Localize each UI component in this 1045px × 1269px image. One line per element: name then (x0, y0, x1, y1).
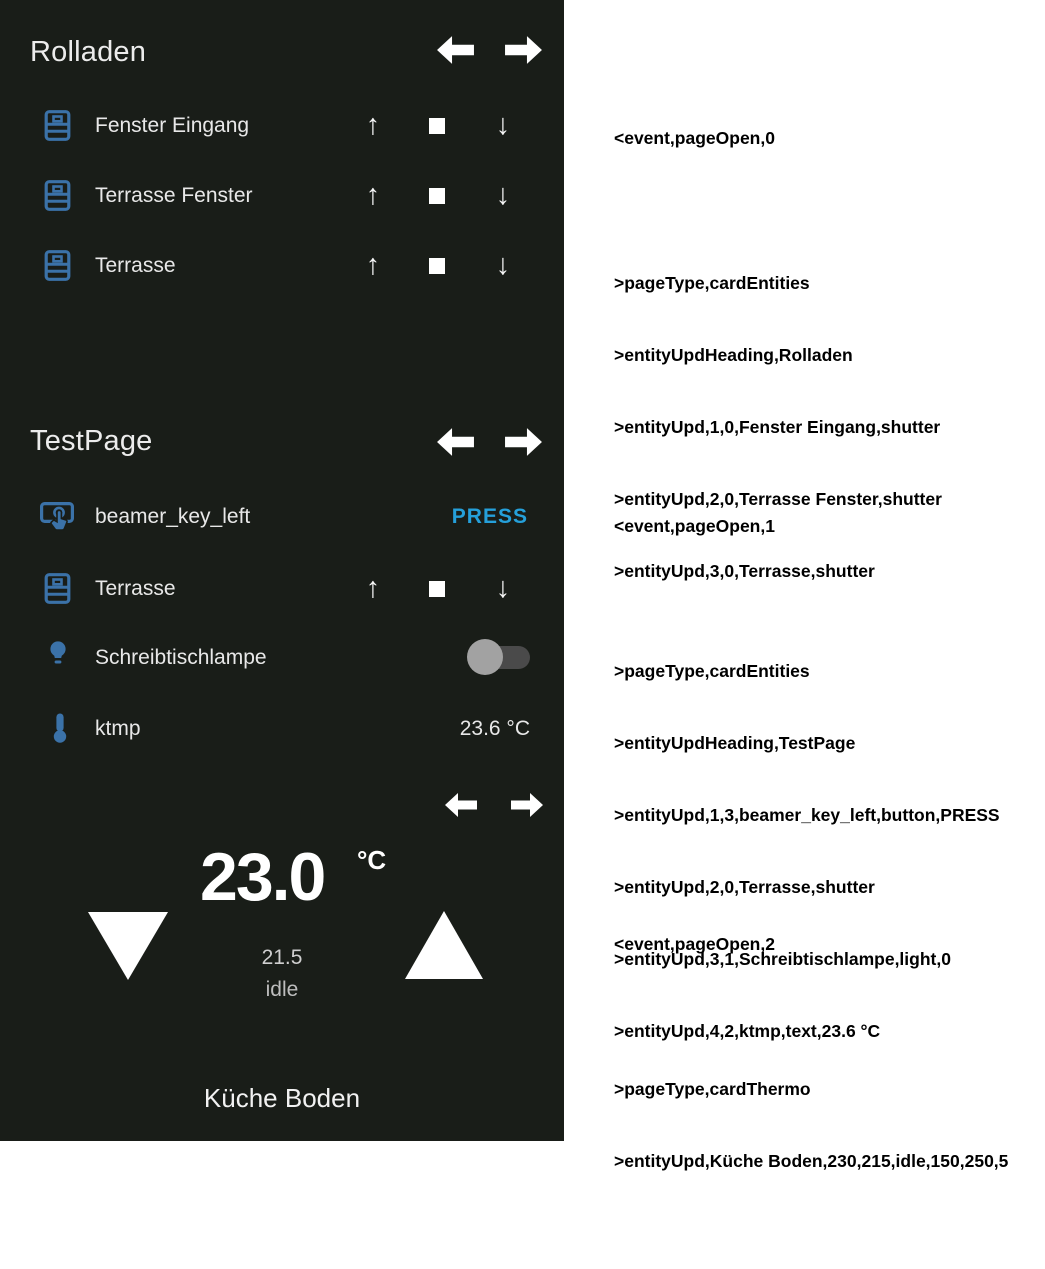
card-title-testpage: TestPage (30, 425, 153, 457)
log-line: >pageType,cardThermo (614, 1079, 811, 1099)
entity-label: Fenster Eingang (95, 114, 250, 137)
shutter-stop-button[interactable] (429, 188, 445, 204)
shutter-up-button[interactable]: ↑ (365, 179, 381, 211)
card-title-rolladen: Rolladen (30, 36, 147, 68)
entity-row-schreibtischlampe (0, 635, 564, 681)
shutter-up-button[interactable]: ↑ (365, 572, 381, 604)
page-prev-button[interactable] (444, 792, 478, 818)
window-shutter-icon (44, 180, 71, 211)
shutter-stop-button[interactable] (429, 118, 445, 134)
temperature-unit: °C (357, 845, 387, 875)
current-temperature: 23.0 (200, 839, 325, 915)
arrow-right-bold-icon (504, 35, 543, 65)
shutter-up-button[interactable]: ↑ (365, 109, 381, 141)
log-line: >entityUpd,3,0,Terrasse,shutter (614, 561, 875, 581)
entity-row-fenster-eingang (0, 103, 564, 149)
log-line: >pageType,cardEntities (614, 661, 810, 681)
gesture-tap-button-icon (40, 500, 74, 532)
shutter-down-button[interactable]: ↓ (495, 179, 511, 211)
temperature-value: 23.6 °C (459, 717, 530, 740)
entity-row-beamer-key-left (0, 494, 564, 540)
lightbulb-icon (46, 640, 70, 670)
entity-label: Terrasse (95, 254, 176, 277)
window-shutter-icon (44, 250, 71, 281)
log-line: >entityUpd,2,0,Terrasse,shutter (614, 877, 875, 897)
arrow-left-bold-icon (444, 792, 478, 818)
arrow-right-bold-icon (504, 427, 543, 457)
window-shutter-icon (44, 110, 71, 141)
page-next-button[interactable] (504, 35, 543, 65)
page-prev-button[interactable] (436, 35, 475, 65)
log-line: >entityUpd,Küche Boden,230,215,idle,150,250,5 (614, 1151, 1009, 1171)
entity-row-ktmp (0, 706, 564, 752)
arrow-right-bold-icon (510, 792, 544, 818)
log-lines (614, 1029, 1008, 1221)
toggle-knob (467, 639, 503, 675)
light-toggle-off[interactable] (467, 636, 531, 678)
entity-row-terrasse-fenster (0, 173, 564, 219)
log-line: >entityUpd,4,2,ktmp,text,23.6 °C (614, 1021, 881, 1041)
log-event-line: <event,pageOpen,0 (614, 128, 775, 148)
thermostat-name: Küche Boden (203, 1083, 361, 1113)
page-next-button[interactable] (510, 792, 544, 818)
nspanel-display (0, 0, 564, 1141)
log-block-page2 (614, 884, 1008, 1269)
entity-label: Terrasse (95, 577, 176, 600)
thermometer-icon (48, 712, 72, 744)
log-event-line: <event,pageOpen,1 (614, 516, 775, 536)
log-event-line: <event,pageOpen,2 (614, 934, 775, 954)
entity-label: ktmp (95, 717, 141, 740)
shutter-stop-button[interactable] (429, 581, 445, 597)
entity-label: Terrasse Fenster (95, 184, 253, 207)
shutter-up-button[interactable]: ↑ (365, 249, 381, 281)
target-temperature: 21.5 (261, 946, 303, 969)
window-shutter-icon (44, 573, 71, 604)
shutter-stop-button[interactable] (429, 258, 445, 274)
entity-row-terrasse (0, 243, 564, 289)
shutter-down-button[interactable]: ↓ (495, 249, 511, 281)
page-prev-button[interactable] (436, 427, 475, 457)
log-line: >entityUpd,1,0,Fenster Eingang,shutter (614, 417, 941, 437)
entity-row-terrasse (0, 566, 564, 612)
entity-label: beamer_key_left (95, 505, 251, 528)
log-line: >pageType,cardEntities (614, 273, 810, 293)
entity-label: Schreibtischlampe (95, 646, 267, 669)
log-line: >entityUpd,3,1,Schreibtischlampe,light,0 (614, 949, 951, 969)
log-line: >entityUpd,1,3,beamer_key_left,button,PRESS (614, 805, 1000, 825)
log-line: >entityUpdHeading,TestPage (614, 733, 856, 753)
page-next-button[interactable] (504, 427, 543, 457)
log-line: >entityUpd,2,0,Terrasse Fenster,shutter (614, 489, 942, 509)
press-button[interactable]: PRESS (451, 505, 528, 528)
log-line: >entityUpdHeading,Rolladen (614, 345, 853, 365)
arrow-left-bold-icon (436, 35, 475, 65)
hvac-state: idle (265, 978, 299, 1001)
arrow-left-bold-icon (436, 427, 475, 457)
shutter-down-button[interactable]: ↓ (495, 572, 511, 604)
shutter-down-button[interactable]: ↓ (495, 109, 511, 141)
